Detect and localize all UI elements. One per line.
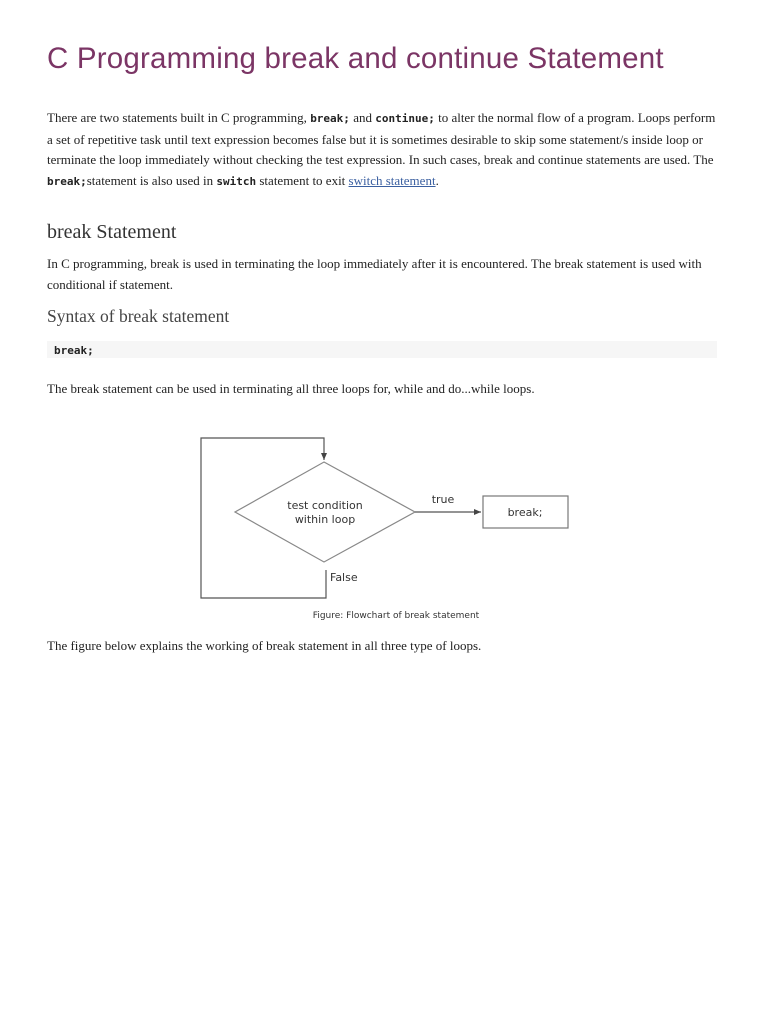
code-break-inline: break;	[47, 174, 87, 188]
intro-text-1: There are two statements built in C programming,	[47, 110, 311, 125]
loops-paragraph: The break statement can be used in terminating all three loops for, while and do...while loops.	[47, 381, 535, 396]
switch-statement-link[interactable]: switch statement	[348, 172, 436, 188]
figure-caption: Figure: Flowchart of break statement	[312, 611, 480, 621]
true-label: true	[431, 493, 455, 506]
code-continue: continue;	[375, 112, 435, 125]
break-box-label: break;	[507, 506, 543, 519]
intro-text-4: statement is also used in	[86, 172, 217, 188]
intro-paragraph	[47, 108, 719, 192]
condition-diamond	[235, 462, 415, 562]
syntax-code: break;	[54, 344, 94, 357]
intro-text-2: and	[349, 110, 376, 125]
intro-text-6: .	[435, 172, 439, 188]
condition-label-line1: test condition	[287, 499, 363, 512]
condition-label-line2: within loop	[294, 513, 356, 526]
intro-text-5: statement to exit	[256, 172, 349, 188]
syntax-code-block	[47, 341, 717, 358]
intro-text-3: to alter the normal flow of a program. Loops perform a set of repetitive task until text expression becomes false but it is sometimes desirable to skip some statement/s inside loop or terminate the loop immediately without checking the test expression. In such cases, break and continue statements are used. The	[47, 110, 716, 167]
syntax-heading: Syntax of break statement	[47, 306, 230, 326]
break-statement-heading: break Statement	[47, 221, 177, 243]
code-break: break;	[310, 112, 350, 125]
page-title: C Programming break and continue Statement	[47, 42, 664, 75]
figure-explanation: The figure below explains the working of break statement in all three type of loops.	[47, 638, 482, 653]
break-description: In C programming, break is used in terminating the loop immediately after it is encountered. The break statement is used with conditional if statement.	[47, 256, 702, 292]
break-flowchart	[198, 410, 578, 625]
code-switch: switch	[216, 174, 257, 188]
false-label: False	[330, 571, 358, 584]
